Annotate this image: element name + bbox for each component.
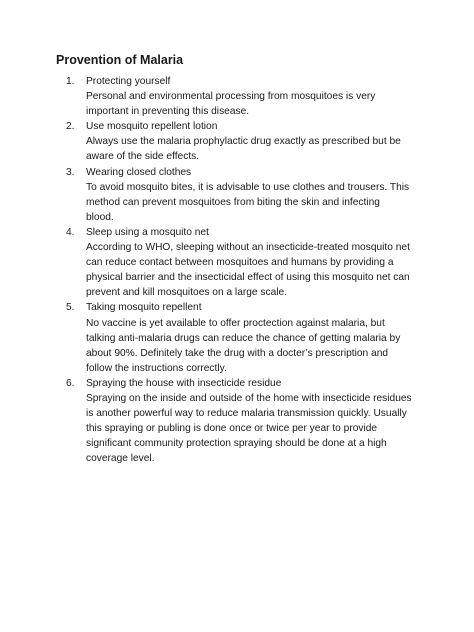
list-item-body-line: about 90%. Definitely take the drug with a docter’s prescription and (86, 347, 389, 359)
list-item-body-line: Always use the malaria prophylactic drug exactly as prescribed but be (86, 136, 401, 148)
list-item (66, 376, 426, 467)
list-item-body-line: No vaccine is yet available to offer proctection against malaria, but (86, 317, 385, 329)
list-item-body-line: aware of the side effects. (86, 151, 200, 163)
list-item-body-line: Spraying on the inside and outside of the home with insecticide residues (86, 392, 412, 404)
list-item-number: 3. (66, 166, 75, 178)
list-item-body (86, 391, 426, 466)
list-item-number: 4. (66, 226, 75, 238)
list-item-body-line: To avoid mosquito bites, it is advisable to use clothes and trousers. This (86, 181, 410, 193)
list-item-body-line: this spraying or publing is done once or twice per year to provide (86, 423, 378, 435)
list-item-body-line: Personal and environmental processing from mosquitoes is very (86, 91, 376, 103)
list-item-body (86, 180, 426, 225)
list-item (66, 74, 426, 119)
list-item-heading: Protecting yourself (86, 76, 171, 87)
list-item-body-line: coverage level. (86, 453, 155, 465)
list-item-heading: Taking mosquito repellent (86, 302, 202, 314)
list-item-body-line: can reduce contact between mosquitoes and humans by providing a (86, 257, 394, 269)
list-item-body-line: According to WHO, sleeping without an insecticide-treated mosquito net (86, 242, 410, 254)
list-item-number: 5. (66, 302, 75, 314)
list-item-body-line: blood. (86, 211, 114, 223)
list-item (66, 225, 426, 300)
list-item-number: 2. (66, 121, 75, 133)
list-item-body (86, 240, 426, 300)
list-item-body-line: follow the instructions correctly. (86, 362, 227, 374)
list-item-heading: Use mosquito repellent lotion (86, 121, 218, 133)
list-item-body-line: method can prevent mosquitoes from biting the skin and infecting (86, 196, 380, 208)
list-item-body-line: significant community protection spraying should be done at a high (86, 438, 387, 450)
list-item-body (86, 134, 426, 164)
list-item-heading: Spraying the house with insecticide residue (86, 377, 282, 389)
list-item-body-line: prevent and kill mosquitoes on a large scale. (86, 287, 288, 299)
list-item-body-line: talking anti-malaria drugs can reduce the chance of getting malaria by (86, 332, 401, 344)
list-item (66, 300, 426, 375)
list-item-body (86, 316, 426, 376)
list-item (66, 119, 426, 164)
document-title: Provention of Malaria (56, 53, 184, 67)
list-item-number: 1. (66, 76, 75, 87)
list-item-body-line: is another powerful way to reduce malaria transmission quickly. Usually (86, 408, 407, 420)
list-item-number: 6. (66, 377, 75, 389)
list-item-heading: Wearing closed clothes (86, 166, 192, 178)
list-item-body-line: important in preventing this disease. (86, 106, 250, 118)
list-item-heading: Sleep using a mosquito net (86, 226, 209, 238)
list-item-body-line: physical barrier and the insecticidal effect of using this mosquito net can (86, 272, 410, 284)
list-item (66, 165, 426, 225)
list-item-body (86, 89, 426, 119)
numbered-list (66, 74, 426, 466)
